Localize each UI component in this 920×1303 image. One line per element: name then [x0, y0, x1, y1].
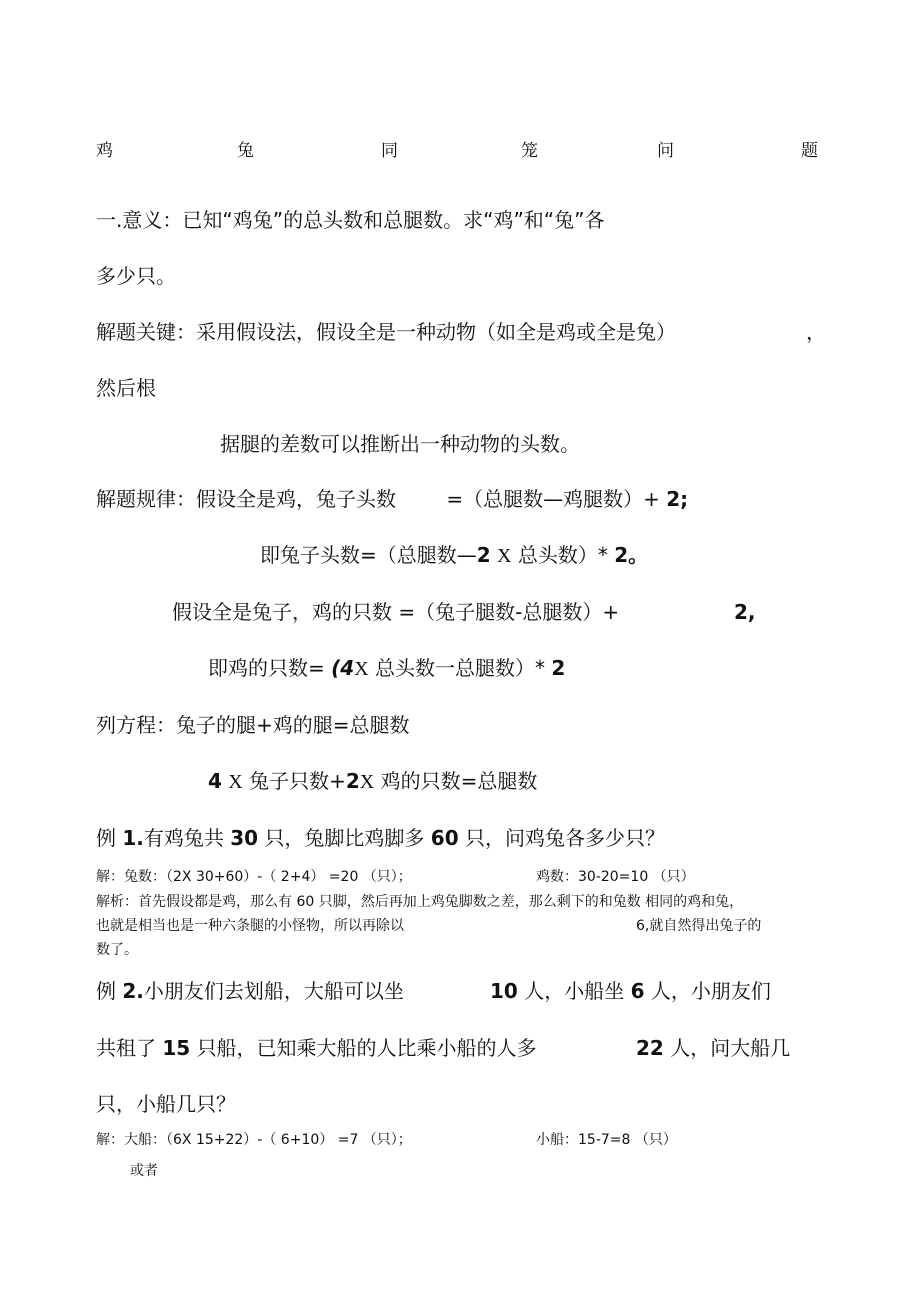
rule-number: 2。 — [614, 543, 649, 567]
example-2-or: 或者 — [130, 1163, 158, 1179]
multiply-sign: X — [354, 658, 369, 680]
example-2-question-1: 例 2.小朋友们去划船，大船可以坐 — [96, 979, 404, 1003]
title-char: 同 — [381, 141, 398, 161]
example-2-solution: 解：大船：（6X 15+22）-（ 6+10） =7 （只）； — [96, 1132, 412, 1148]
example-1-explanation-2b: 6,就自然得出兔子的 — [636, 918, 762, 934]
eq-number: 2 — [345, 769, 360, 793]
example-number: 10 — [490, 979, 518, 1003]
meaning-line-2: 多少只。 — [96, 264, 176, 288]
example-1-explanation-3: 数了。 — [96, 942, 138, 958]
rule-number: 2, — [734, 600, 756, 624]
title-char: 笼 — [521, 141, 538, 161]
example-number: 22 — [636, 1036, 664, 1060]
rule-text: 解题规律：假设全是鸡，兔子头数 — [96, 487, 396, 511]
example-2-solution-b: 小船：15-7=8 （只） — [536, 1132, 677, 1148]
rule-number: 2; — [666, 487, 689, 511]
example-number: 30 — [230, 826, 259, 850]
rule-line-4 — [208, 656, 565, 682]
equation-line-1: 列方程：兔子的腿+鸡的腿=总腿数 — [96, 713, 410, 737]
multiply-sign: X — [497, 545, 512, 567]
example-2-question-3: 只，小船几只？ — [96, 1092, 236, 1116]
example-2-question-2b: 22 人，问大船几 — [636, 1036, 791, 1060]
example-1-solution: 解：兔数：（2X 30+60）-（ 2+4） =20 （只）； — [96, 869, 412, 885]
example-number: 60 — [430, 826, 459, 850]
equation-line-2 — [208, 769, 537, 795]
title-char: 鸡 — [96, 141, 113, 161]
example-number: 2. — [122, 979, 144, 1003]
example-number: 1. — [122, 826, 144, 850]
rule-formula: =（总腿数—鸡腿数）+ — [446, 487, 660, 511]
rule-line-2 — [260, 543, 648, 569]
key-line-3: 据腿的差数可以推断出一种动物的头数。 — [220, 432, 580, 456]
rule-line-3 — [172, 600, 619, 625]
multiply-sign: X — [359, 771, 375, 793]
multiply-sign: X — [228, 771, 243, 793]
eq-text: 鸡的只数=总腿数 — [380, 769, 538, 793]
meaning-line-1: 一.意义：已知“鸡兔”的总头数和总腿数。求“鸡”和“兔”各 — [96, 208, 605, 232]
rule-number: 2 — [551, 656, 566, 680]
rule-line-1 — [96, 487, 688, 512]
key-line: 解题关键：采用假设法，假设全是一种动物（如全是鸡或全是兔） — [96, 320, 676, 344]
rule-text: 总头数一总腿数）* — [375, 656, 545, 680]
rule-text: 即鸡的只数= — [208, 656, 325, 680]
example-1-explanation-2: 也就是相当也是一种六条腿的小怪物，所以再除以 — [96, 918, 404, 934]
rule-number: (4 — [331, 656, 355, 680]
example-2-question-2: 共租了 15 只船，已知乘大船的人比乘小船的人多 — [96, 1036, 537, 1060]
key-comma: ， — [806, 320, 826, 344]
rule-number: 2 — [476, 543, 491, 567]
title-char: 题 — [801, 141, 818, 161]
rule-text: 假设全是兔子，鸡的只数 =（兔子腿数-总腿数）+ — [172, 600, 620, 624]
example-2-question-1b: 10 人，小船坐 6 人，小朋友们 — [490, 979, 771, 1003]
rule-text: 即兔子头数=（总腿数— — [260, 543, 477, 567]
key-line-2: 然后根 — [96, 376, 156, 400]
example-1-solution-b: 鸡数：30-20=10 （只） — [536, 869, 695, 885]
example-number: 15 — [162, 1036, 191, 1060]
eq-number: 4 — [208, 769, 222, 793]
example-number: 6 — [630, 979, 645, 1003]
example-1-question: 例 1.有鸡兔共 30 只，兔脚比鸡脚多 60 只，问鸡兔各多少只？ — [96, 826, 665, 850]
title-char: 兔 — [237, 141, 254, 161]
example-1-explanation-1: 解析：首先假设都是鸡，那么有 60 只脚，然后再加上鸡兔脚数之差，那么剩下的和兔数 相同的鸡和兔， — [96, 894, 744, 910]
eq-text: 兔子只数+ — [249, 769, 346, 793]
rule-text: 总头数）* — [517, 543, 608, 567]
title-char: 问 — [657, 141, 674, 161]
